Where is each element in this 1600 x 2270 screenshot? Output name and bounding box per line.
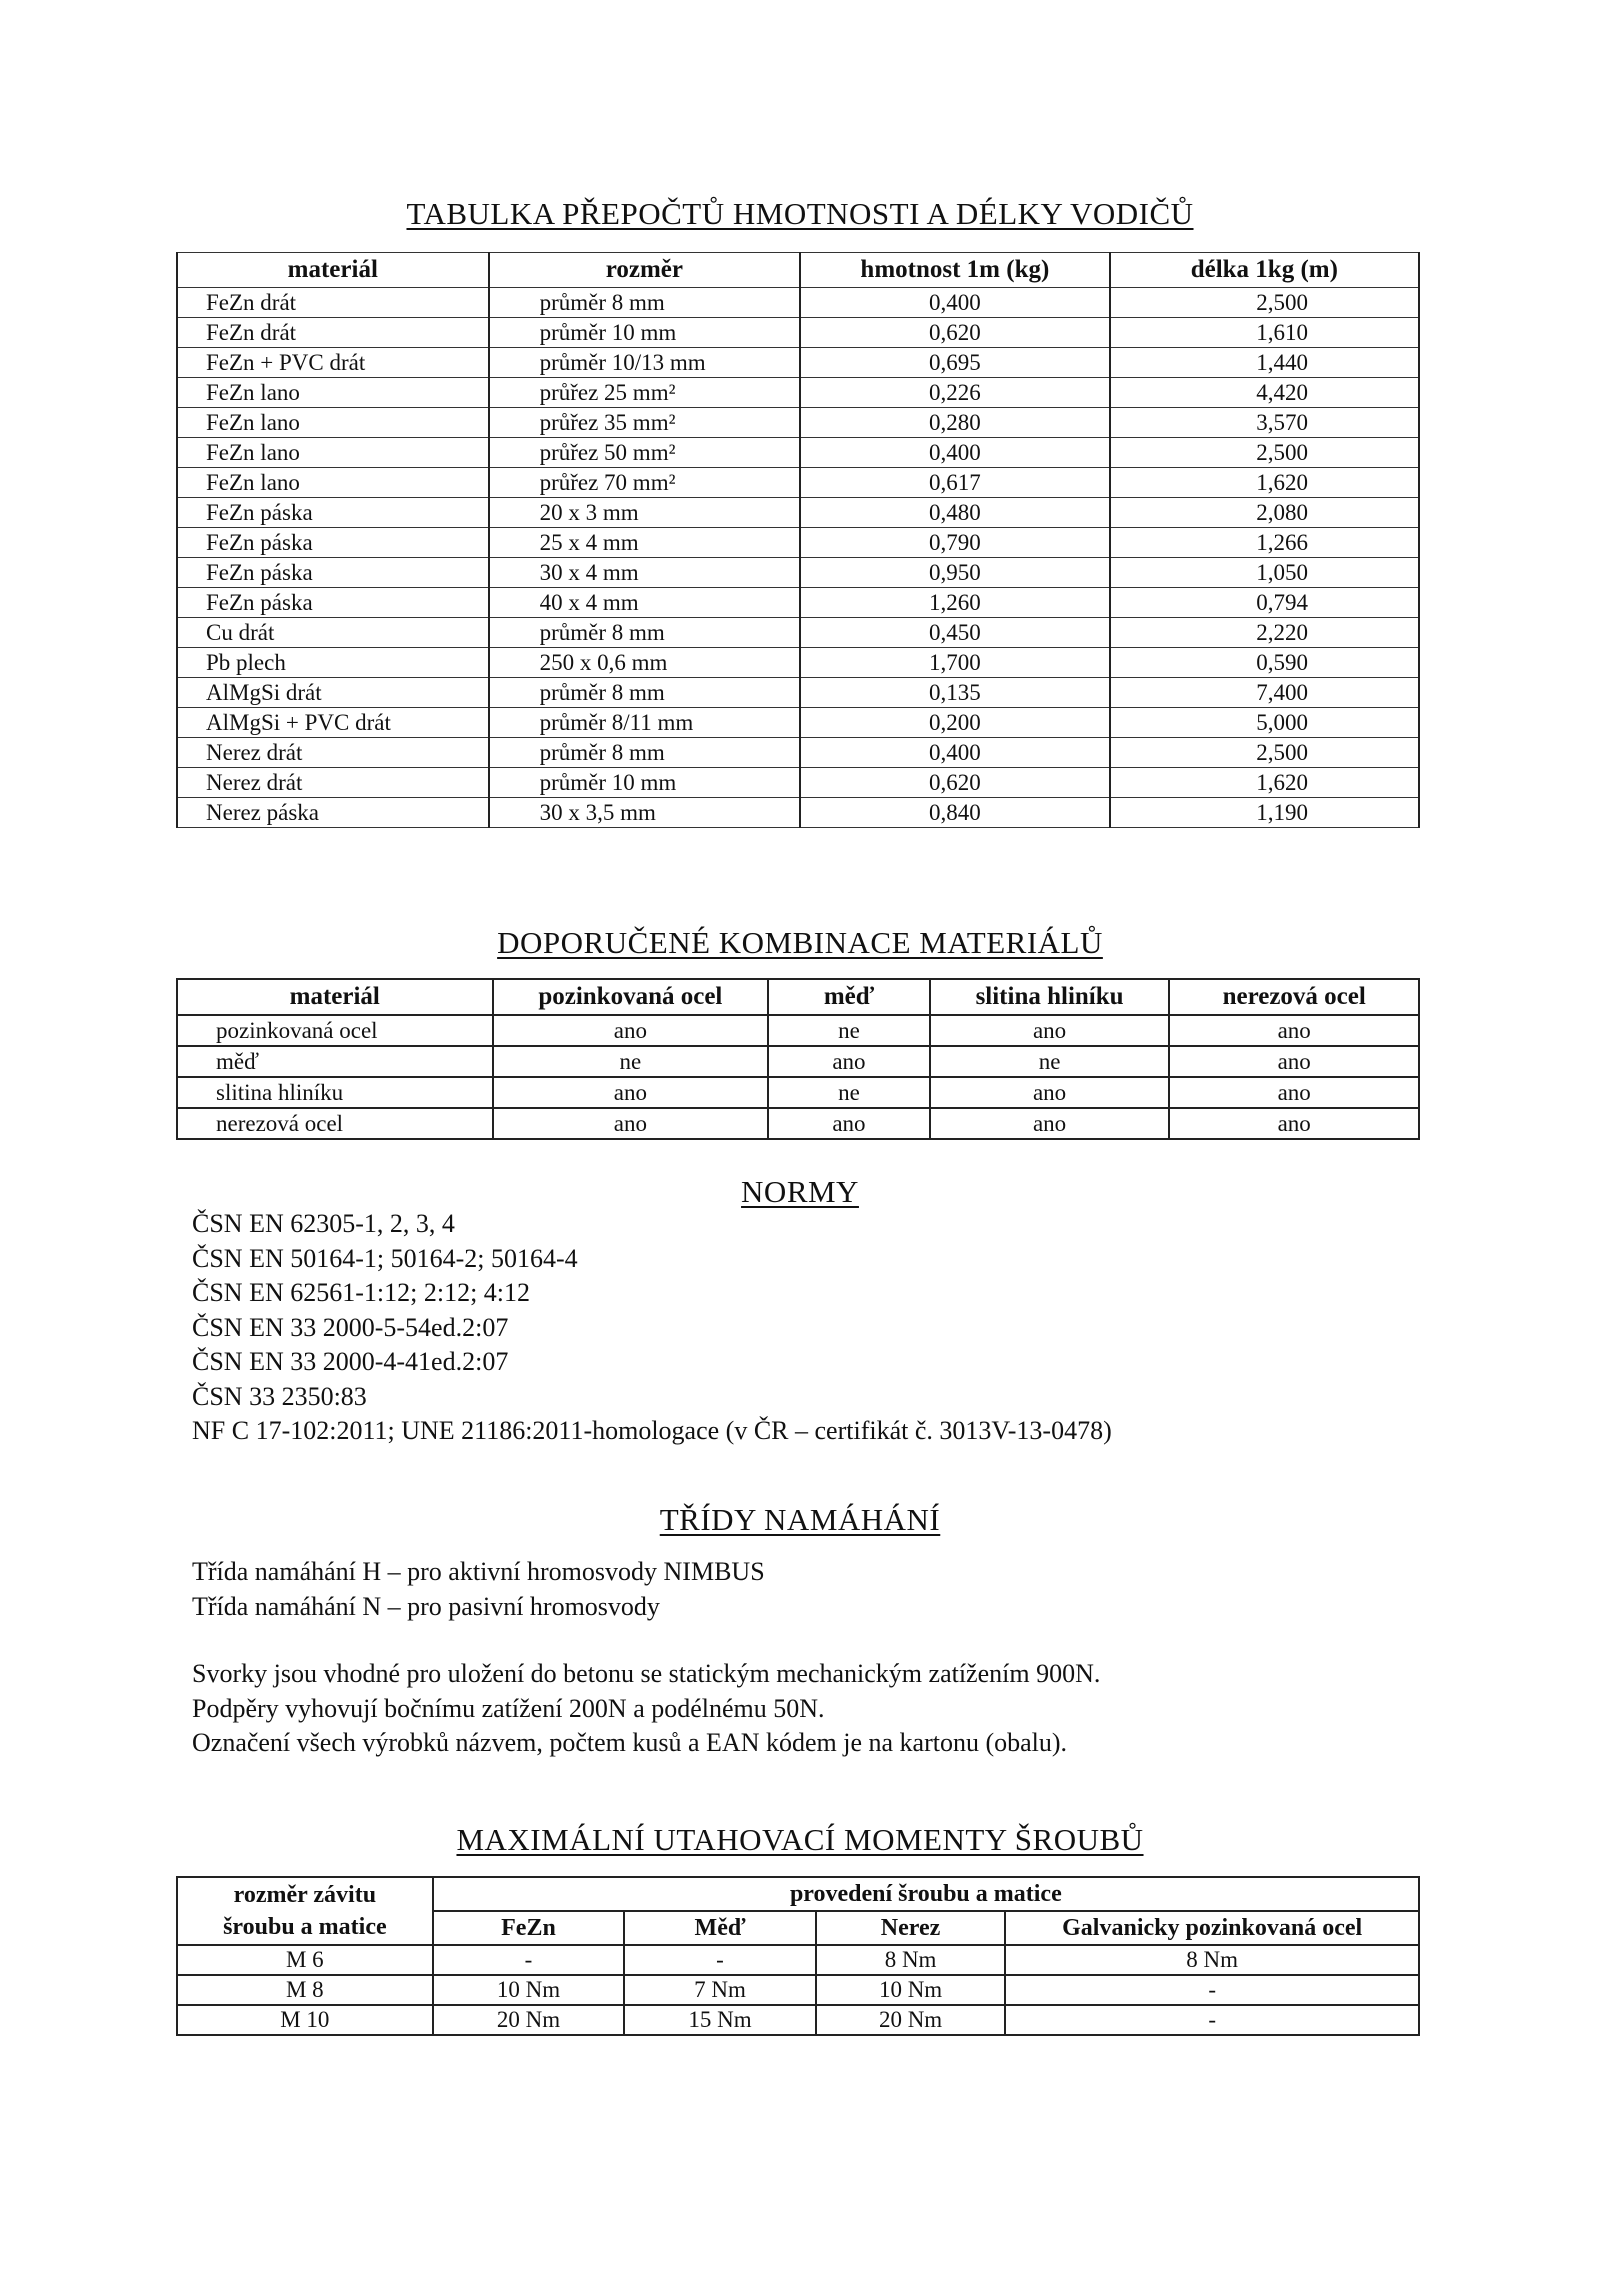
table-row	[177, 798, 1419, 828]
table-row	[177, 588, 1419, 618]
mass-cell: 0,135	[800, 678, 1109, 708]
note-line: Svorky jsou vhodné pro uložení do betonu se statickým mechanickým zatížením 900N.	[192, 1659, 1101, 1688]
table-header-row	[177, 253, 1419, 288]
material-cell: Nerez drát	[177, 768, 489, 798]
torque-cell: -	[1005, 2005, 1419, 2035]
length-cell: 2,500	[1110, 738, 1419, 768]
compatibility-cell: ano	[1169, 1015, 1419, 1046]
stress-class-line: Třída namáhání H – pro aktivní hromosvody NIMBUS	[192, 1557, 765, 1586]
torque-cell: 8 Nm	[816, 1945, 1006, 1975]
dimension-cell: průměr 10 mm	[489, 768, 801, 798]
torque-cell: 20 Nm	[816, 2005, 1006, 2035]
table-row	[177, 468, 1419, 498]
material-cell: Pb plech	[177, 648, 489, 678]
compatibility-cell: ano	[930, 1108, 1170, 1139]
stress-class-lines	[192, 1555, 765, 1624]
material-cell: nerezová ocel	[177, 1108, 493, 1139]
compatibility-cell: ano	[493, 1077, 769, 1108]
torque-cell: -	[1005, 1975, 1419, 2005]
torque-cell: -	[433, 1945, 625, 1975]
table-row	[177, 678, 1419, 708]
material-cell: slitina hliníku	[177, 1077, 493, 1108]
length-cell: 3,570	[1110, 408, 1419, 438]
table-row	[177, 528, 1419, 558]
compatibility-cell: ne	[768, 1015, 930, 1046]
dimension-cell: průměr 8 mm	[489, 738, 801, 768]
dimension-cell: průřez 70 mm²	[489, 468, 801, 498]
table-row	[177, 1015, 1419, 1046]
conductor-table-body	[177, 288, 1419, 828]
material-cell: měď	[177, 1046, 493, 1077]
norm-item: ČSN EN 62561-1:12; 2:12; 4:12	[192, 1278, 531, 1307]
dimension-cell: průřez 25 mm²	[489, 378, 801, 408]
dimension-cell: 250 x 0,6 mm	[489, 648, 801, 678]
combination-table	[176, 978, 1420, 1140]
norm-item: ČSN EN 50164-1; 50164-2; 50164-4	[192, 1243, 578, 1273]
table-row	[177, 1975, 1419, 2005]
compatibility-cell: ano	[1169, 1108, 1419, 1139]
length-cell: 1,440	[1110, 348, 1419, 378]
column-header-delka-1kg-m: délka 1kg (m)	[1110, 253, 1419, 288]
torque-cell: 8 Nm	[1005, 1945, 1419, 1975]
column-header-pozinkovana-ocel: pozinkovaná ocel	[493, 979, 769, 1015]
compatibility-cell: ano	[768, 1108, 930, 1139]
mass-cell: 0,200	[800, 708, 1109, 738]
torque-table-body	[177, 1945, 1419, 2035]
column-header-nerez: Nerez	[816, 1911, 1006, 1945]
mass-cell: 0,450	[800, 618, 1109, 648]
torque-cell: 10 Nm	[816, 1975, 1006, 2005]
torque-cell: -	[624, 1945, 816, 1975]
dimension-cell: průměr 10 mm	[489, 318, 801, 348]
torque-table	[176, 1876, 1420, 2036]
material-cell: FeZn drát	[177, 288, 489, 318]
table-row	[177, 1046, 1419, 1077]
length-cell: 5,000	[1110, 708, 1419, 738]
mass-cell: 0,400	[800, 438, 1109, 468]
length-cell: 2,220	[1110, 618, 1419, 648]
length-cell: 4,420	[1110, 378, 1419, 408]
column-header-hmotnost-1m-kg: hmotnost 1m (kg)	[800, 253, 1109, 288]
thread-size-header-line2: šroubu a matice	[223, 1914, 387, 1940]
length-cell: 1,610	[1110, 318, 1419, 348]
table-row	[177, 318, 1419, 348]
norm-item: ČSN EN 62305-1, 2, 3, 4	[192, 1209, 455, 1238]
table-row	[177, 408, 1419, 438]
compatibility-cell: ne	[768, 1077, 930, 1108]
column-header-galvanicky-pozinkovana-ocel: Galvanicky pozinkovaná ocel	[1005, 1911, 1419, 1945]
dimension-cell: průměr 8/11 mm	[489, 708, 801, 738]
compatibility-cell: ano	[768, 1046, 930, 1077]
table-row	[177, 498, 1419, 528]
dimension-cell: průměr 10/13 mm	[489, 348, 801, 378]
table-row	[177, 768, 1419, 798]
stress-class-line: Třída namáhání N – pro pasivní hromosvody	[192, 1591, 660, 1621]
norm-item: ČSN EN 33 2000-4-41ed.2:07	[192, 1347, 509, 1376]
length-cell: 7,400	[1110, 678, 1419, 708]
column-header-nerezova-ocel: nerezová ocel	[1169, 979, 1419, 1015]
execution-group-header: provedení šroubu a matice	[433, 1877, 1419, 1911]
torque-cell: 15 Nm	[624, 2005, 816, 2035]
table-header-row	[177, 979, 1419, 1015]
material-cell: Cu drát	[177, 618, 489, 648]
table-row	[177, 1077, 1419, 1108]
mass-cell: 0,950	[800, 558, 1109, 588]
note-line: Označení všech výrobků názvem, počtem kusů a EAN kódem je na kartonu (obalu).	[192, 1728, 1068, 1757]
length-cell: 1,620	[1110, 768, 1419, 798]
length-cell: 1,190	[1110, 798, 1419, 828]
column-header-med: Měď	[624, 1911, 816, 1945]
torque-cell: 10 Nm	[433, 1975, 625, 2005]
note-line: Podpěry vyhovují bočnímu zatížení 200N a podélnému 50N.	[192, 1693, 825, 1723]
mass-cell: 1,700	[800, 648, 1109, 678]
material-cell: FeZn drát	[177, 318, 489, 348]
combination-table-body	[177, 1015, 1419, 1139]
table-row	[177, 738, 1419, 768]
mass-cell: 0,400	[800, 738, 1109, 768]
table-row	[177, 378, 1419, 408]
table-row	[177, 1945, 1419, 1975]
length-cell: 1,266	[1110, 528, 1419, 558]
material-cell: FeZn páska	[177, 528, 489, 558]
mass-cell: 0,790	[800, 528, 1109, 558]
table-row	[177, 558, 1419, 588]
mass-cell: 0,620	[800, 318, 1109, 348]
table-row	[177, 288, 1419, 318]
thread-size-cell: M 8	[177, 1975, 433, 2005]
length-cell: 2,500	[1110, 288, 1419, 318]
dimension-cell: 40 x 4 mm	[489, 588, 801, 618]
compatibility-cell: ano	[930, 1077, 1170, 1108]
torque-cell: 20 Nm	[433, 2005, 625, 2035]
dimension-cell: průměr 8 mm	[489, 678, 801, 708]
column-header-slitina-hliniku: slitina hliníku	[930, 979, 1170, 1015]
dimension-cell: 30 x 4 mm	[489, 558, 801, 588]
material-cell: pozinkovaná ocel	[177, 1015, 493, 1046]
dimension-cell: průřez 35 mm²	[489, 408, 801, 438]
table-row	[177, 618, 1419, 648]
column-header-fezn: FeZn	[433, 1911, 625, 1945]
conductor-table	[176, 252, 1420, 828]
table-row	[177, 2005, 1419, 2035]
table4-title: MAXIMÁLNÍ UTAHOVACÍ MOMENTY ŠROUBŮ	[456, 1822, 1144, 1857]
material-cell: FeZn + PVC drát	[177, 348, 489, 378]
compatibility-cell: ne	[930, 1046, 1170, 1077]
norm-item: NF C 17-102:2011; UNE 21186:2011-homologace (v ČR – certifikát č. 3013V-13-0478)	[192, 1416, 1112, 1445]
compatibility-cell: ano	[1169, 1046, 1419, 1077]
mass-cell: 0,226	[800, 378, 1109, 408]
norm-item: ČSN 33 2350:83	[192, 1381, 367, 1411]
compatibility-cell: ne	[493, 1046, 769, 1077]
table-row	[177, 438, 1419, 468]
material-cell: FeZn páska	[177, 558, 489, 588]
material-cell: FeZn lano	[177, 408, 489, 438]
column-header-med: měď	[768, 979, 930, 1015]
table-row	[177, 348, 1419, 378]
table2-title: DOPORUČENÉ KOMBINACE MATERIÁLŮ	[497, 925, 1103, 960]
mass-cell: 0,400	[800, 288, 1109, 318]
thread-size-header-line1: rozměr závitu	[233, 1882, 377, 1908]
material-cell: AlMgSi drát	[177, 678, 489, 708]
length-cell: 0,794	[1110, 588, 1419, 618]
table-row	[177, 708, 1419, 738]
material-cell: FeZn lano	[177, 378, 489, 408]
mass-cell: 0,620	[800, 768, 1109, 798]
material-cell: Nerez drát	[177, 738, 489, 768]
length-cell: 1,050	[1110, 558, 1419, 588]
dimension-cell: průměr 8 mm	[489, 618, 801, 648]
mass-cell: 1,260	[800, 588, 1109, 618]
mass-cell: 0,617	[800, 468, 1109, 498]
compatibility-cell: ano	[493, 1108, 769, 1139]
dimension-cell: 30 x 3,5 mm	[489, 798, 801, 828]
table-row	[177, 648, 1419, 678]
material-cell: FeZn páska	[177, 498, 489, 528]
norms-list	[192, 1207, 1112, 1449]
torque-cell: 7 Nm	[624, 1975, 816, 2005]
compatibility-cell: ano	[930, 1015, 1170, 1046]
dimension-cell: 25 x 4 mm	[489, 528, 801, 558]
dimension-cell: 20 x 3 mm	[489, 498, 801, 528]
length-cell: 2,080	[1110, 498, 1419, 528]
norm-item: ČSN EN 33 2000-5-54ed.2:07	[192, 1312, 509, 1342]
thread-size-cell: M 10	[177, 2005, 433, 2035]
dimension-cell: průřez 50 mm²	[489, 438, 801, 468]
length-cell: 1,620	[1110, 468, 1419, 498]
compatibility-cell: ano	[1169, 1077, 1419, 1108]
material-cell: FeZn lano	[177, 438, 489, 468]
length-cell: 0,590	[1110, 648, 1419, 678]
norms-title: NORMY	[741, 1174, 859, 1209]
material-cell: Nerez páska	[177, 798, 489, 828]
compatibility-cell: ano	[493, 1015, 769, 1046]
material-cell: FeZn lano	[177, 468, 489, 498]
table1-title: TABULKA PŘEPOČTŮ HMOTNOSTI A DÉLKY VODIČŮ	[406, 196, 1194, 231]
material-cell: FeZn páska	[177, 588, 489, 618]
mass-cell: 0,840	[800, 798, 1109, 828]
mass-cell: 0,280	[800, 408, 1109, 438]
thread-size-cell: M 6	[177, 1945, 433, 1975]
table-row	[177, 1108, 1419, 1139]
stress-title: TŘÍDY NAMÁHÁNÍ	[659, 1502, 941, 1537]
dimension-cell: průměr 8 mm	[489, 288, 801, 318]
column-header-rozmer: rozměr	[489, 253, 801, 288]
column-header-material: materiál	[177, 253, 489, 288]
thread-size-header	[177, 1877, 433, 1945]
mounting-notes	[192, 1657, 1100, 1761]
length-cell: 2,500	[1110, 438, 1419, 468]
mass-cell: 0,695	[800, 348, 1109, 378]
column-header-material: materiál	[177, 979, 493, 1015]
mass-cell: 0,480	[800, 498, 1109, 528]
material-cell: AlMgSi + PVC drát	[177, 708, 489, 738]
